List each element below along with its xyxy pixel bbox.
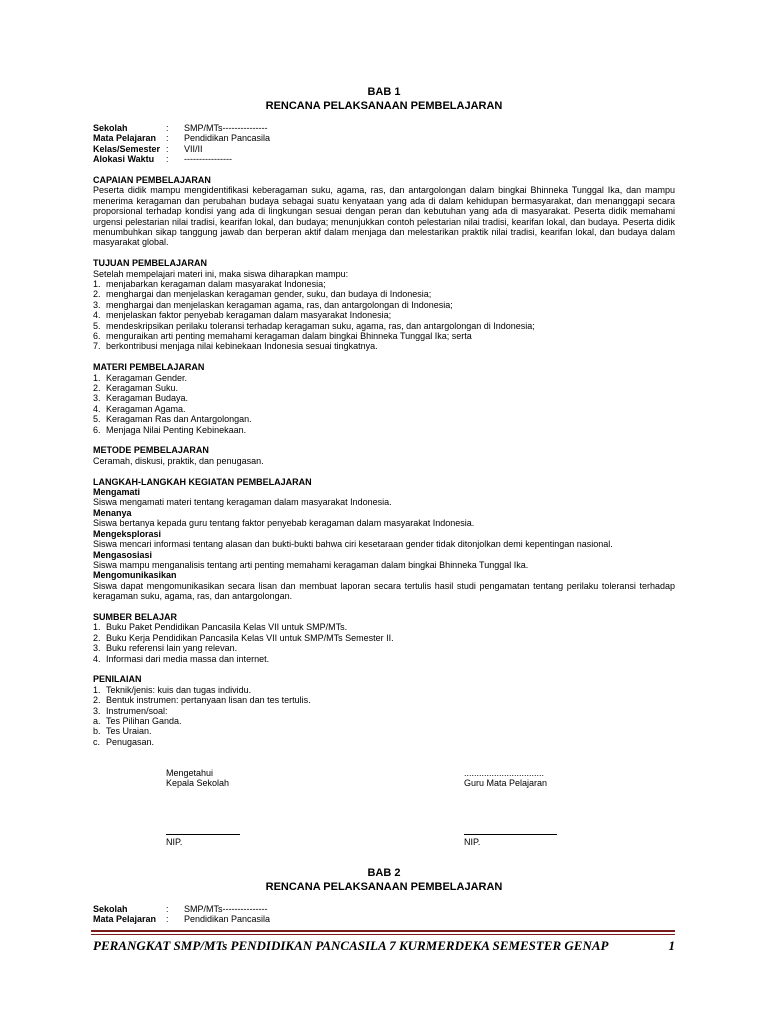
meta-row	[93, 914, 675, 924]
step-name: Mengomunikasikan	[93, 570, 177, 581]
list-item	[93, 726, 675, 736]
section-heading-langkah: LANGKAH-LANGKAH KEGIATAN PEMBELAJARAN	[93, 476, 312, 487]
tujuan-intro: Setelah mempelajari materi ini, maka siswa diharapkan mampu:	[93, 268, 349, 279]
list-item-text: Buku Kerja Pendidikan Pancasila Kelas VII untuk SMP/MTs Semester II.	[106, 632, 394, 643]
footer-rule	[91, 934, 675, 935]
list-item: 4. Informasi dari media massa dan internet.	[93, 653, 270, 664]
list-item-text: Penugasan.	[106, 736, 155, 747]
meta-value: VII/II	[184, 143, 203, 154]
list-item-text: menguraikan arti penting memahami keragaman dalam bingkai Bhinneka Tunggal Ika; serta	[106, 331, 472, 342]
list-item-text: menghargai dan menjelaskan keragaman agama, ras, dan antargolongan di Indonesia;	[106, 299, 453, 310]
list-item: 5. mendeskripsikan perilaku toleransi terhadap keragaman suku, agama, ras, dan antargolongan di Indonesia;	[93, 320, 535, 331]
chapter-title: RENCANA PELAKSANAAN PEMBELAJARAN	[265, 99, 503, 112]
list-item	[93, 716, 675, 726]
section-heading-sumber: SUMBER BELAJAR	[93, 611, 178, 622]
meta-row	[93, 904, 675, 914]
step-name: Menanya	[93, 507, 132, 518]
section-heading-capaian: CAPAIAN PEMBELAJARAN	[93, 174, 211, 185]
meta-value: SMP/MTs---------------	[184, 904, 268, 914]
footer-rule	[91, 930, 675, 932]
step-name: Mengeksplorasi	[93, 528, 162, 539]
list-letter: a.	[93, 715, 101, 726]
list-letter: c.	[93, 736, 101, 747]
penilaian-list	[93, 685, 675, 716]
list-item-text: Keragaman Agama.	[106, 403, 186, 414]
meta-colon: :	[166, 133, 169, 144]
sumber-list	[93, 622, 675, 664]
list-item-text: menjelaskan faktor penyebab keragaman dalam masyarakat Indonesia;	[106, 310, 392, 321]
meta-value: Pendidikan Pancasila	[184, 914, 271, 925]
meta-colon: :	[166, 904, 169, 914]
section-heading-tujuan: TUJUAN PEMBELAJARAN	[93, 258, 208, 269]
nip-label: NIP.	[166, 837, 183, 847]
meta-value: Pendidikan Pancasila	[184, 133, 271, 144]
list-item	[93, 737, 675, 747]
list-item-text: Buku referensi lain yang relevan.	[106, 643, 238, 654]
page-footer	[93, 938, 675, 954]
list-letter: b.	[93, 726, 101, 737]
list-item-text: Tes Uraian.	[106, 726, 152, 737]
meta-colon: :	[166, 914, 169, 925]
metode-text: Ceramah, diskusi, praktik, dan penugasan.	[93, 455, 264, 466]
list-item: 6. Menjaga Nilai Penting Kebinekaan.	[93, 424, 247, 435]
meta-row	[93, 154, 675, 164]
step-text: Siswa mencari informasi tentang alasan dan bukti-bukti bahwa ciri kesetaraan gender tidak ditonjolkan demi kepentingan nasional.	[93, 539, 613, 550]
list-item-text: Keragaman Gender.	[106, 372, 188, 383]
list-item: 3. Instrumen/soal:	[93, 705, 168, 716]
list-item-text: Tes Pilihan Ganda.	[106, 715, 182, 726]
list-item: 7. berkontribusi menjaga nilai kebinekaan Indonesia sesuai tingkatnya.	[93, 341, 378, 352]
list-item-text: menjabarkan keragaman dalam masyarakat Indonesia;	[106, 279, 326, 289]
meta-value: SMP/MTs---------------	[184, 123, 268, 133]
signature-label: Mengetahui	[166, 768, 214, 778]
signature-line-right	[464, 834, 557, 847]
nip-label: NIP.	[464, 837, 481, 847]
meta-colon: :	[166, 154, 169, 165]
document-page	[93, 0, 675, 747]
meta-label: Sekolah	[93, 123, 128, 133]
list-item: 3. Keragaman Budaya.	[93, 393, 189, 404]
meta-table	[93, 123, 675, 165]
page-number: 1	[668, 938, 675, 953]
list-item: 2. Buku Kerja Pendidikan Pancasila Kelas VII untuk SMP/MTs Semester II.	[93, 632, 394, 643]
step-name: Mengamati	[93, 487, 141, 498]
list-item-text: Teknik/jenis: kuis dan tugas individu.	[106, 684, 252, 695]
meta-row	[93, 144, 675, 154]
list-item: 2. Keragaman Suku.	[93, 383, 179, 394]
step-name: Mengasosiasi	[93, 549, 153, 560]
meta-label: Kelas/Semester	[93, 143, 161, 154]
list-item: 1. Buku Paket Pendidikan Pancasila Kelas VII untuk SMP/MTs.	[93, 622, 348, 633]
list-item: 4. Keragaman Agama.	[93, 403, 186, 414]
section-heading-penilaian: PENILAIAN	[93, 674, 142, 685]
list-item: 3. menghargai dan menjelaskan keragaman agama, ras, dan antargolongan di Indonesia;	[93, 299, 453, 310]
list-item: 1. Teknik/jenis: kuis dan tugas individu.	[93, 684, 252, 695]
meta-label: Mata Pelajaran	[93, 133, 157, 144]
list-item-text: Instrumen/soal:	[106, 705, 168, 716]
signature-role: Kepala Sekolah	[166, 778, 230, 789]
list-item-text: berkontribusi menjaga nilai kebinekaan Indonesia sesuai tingkatnya.	[106, 341, 378, 352]
meta-value: ----------------	[184, 154, 232, 165]
capaian-text: Peserta didik mampu mengidentifikasi keberagaman suku, agama, ras, dan antargolongan dalam bingkai Bhinneka Tunggal Ika, dan mampu menerima keragaman dan perubahan budaya sebagai suatu kenyataan yang ada di dalam kehidupan bermasyarakat, dan menanggapi secara proporsional terhadap kondisi yang ada di lingkungan sesuai dengan peran dan kebutuhan yang ada di masyarakat. Peserta didik memahami urgensi pelestarian nilai tradisi, kearifan lokal, dan budaya; menunjukkan contoh pelestarian nilai tradisi, kearifan lokal, dan budaya. Peserta didik menumbuhkan sikap tanggung jawab dan berperan aktif dalam menjaga dan melestarikan praktik nilai tradisi, kearifan lokal, dan budaya dalam masyarakat global.	[93, 185, 675, 248]
list-item-text: Keragaman Suku.	[106, 383, 179, 394]
materi-list	[93, 373, 675, 435]
footer-text: PERANGKAT SMP/MTs PENDIDIKAN PANCASILA 7 KURMERDEKA SEMESTER GENAP	[93, 938, 609, 953]
list-item-text: menghargai dan menjelaskan keragaman gender, suku, dan budaya di Indonesia;	[106, 289, 432, 300]
list-item: 6. menguraikan arti penting memahami keragaman dalam bingkai Bhinneka Tunggal Ika; serta	[93, 331, 472, 342]
step-text: Siswa mampu menganalisis tentang arti penting memahami keragaman dalam bingkai Bhinneka Tunggal Ika.	[93, 559, 529, 570]
chapter-title: RENCANA PELAKSANAAN PEMBELAJARAN	[265, 880, 503, 893]
list-item: 4. menjelaskan faktor penyebab keragaman dalam masyarakat Indonesia;	[93, 310, 392, 321]
list-item-text: mendeskripsikan perilaku toleransi terhadap keragaman suku, agama, ras, dan antargolongan di Indonesia;	[106, 320, 535, 331]
list-item-text: Bentuk instrumen: pertanyaan lisan dan tes tertulis.	[106, 695, 311, 706]
signature-role: Guru Mata Pelajaran	[464, 778, 548, 789]
instrumen-sublist	[93, 716, 675, 747]
list-item: 3. Buku referensi lain yang relevan.	[93, 643, 238, 654]
list-item: 2. menghargai dan menjelaskan keragaman gender, suku, dan budaya di Indonesia;	[93, 289, 432, 300]
step-text: Siswa dapat mengomunikasikan secara lisan dan membuat laporan secara tertulis hasil studi pengamatan tentang perilaku toleransi terhadap keragaman suku, agama, ras, dan antargolongan.	[93, 580, 675, 602]
list-item-text: Informasi dari media massa dan internet.	[106, 653, 270, 664]
signature-line	[464, 834, 557, 835]
meta-label: Sekolah	[93, 904, 128, 914]
meta-label: Mata Pelajaran	[93, 914, 157, 925]
chapter-number: BAB 2	[367, 867, 401, 879]
list-item-text: Menjaga Nilai Penting Kebinekaan.	[106, 424, 247, 435]
signature-right	[464, 768, 547, 789]
list-item: 5. Keragaman Ras dan Antargolongan.	[93, 414, 252, 425]
meta-row	[93, 123, 675, 133]
meta-label: Alokasi Waktu	[93, 154, 155, 165]
list-item-text: Keragaman Budaya.	[106, 393, 189, 404]
list-item-text: Keragaman Ras dan Antargolongan.	[106, 414, 252, 425]
meta-row	[93, 133, 675, 143]
chapter-number: BAB 1	[367, 86, 401, 98]
list-item: 2. Bentuk instrumen: pertanyaan lisan dan tes tertulis.	[93, 695, 311, 706]
signature-dots: ................................	[464, 768, 545, 778]
meta-colon: :	[166, 123, 169, 133]
signature-line	[166, 834, 240, 835]
tujuan-list	[93, 279, 675, 352]
step-text: Siswa mengamati materi tentang keragaman dalam masyarakat Indonesia.	[93, 497, 392, 508]
chapter-2	[93, 867, 675, 925]
list-item: 1. Keragaman Gender.	[93, 372, 188, 383]
section-heading-metode: METODE PEMBELAJARAN	[93, 445, 209, 456]
section-heading-materi: MATERI PEMBELAJARAN	[93, 362, 205, 373]
step-text: Siswa bertanya kepada guru tentang faktor penyebab keragaman dalam masyarakat Indonesia.	[93, 518, 475, 529]
signature-line-left	[166, 834, 240, 847]
list-item: 1. menjabarkan keragaman dalam masyarakat Indonesia;	[93, 279, 326, 289]
signature-left	[166, 768, 229, 789]
list-item-text: Buku Paket Pendidikan Pancasila Kelas VII untuk SMP/MTs.	[106, 622, 348, 633]
meta-colon: :	[166, 143, 169, 154]
